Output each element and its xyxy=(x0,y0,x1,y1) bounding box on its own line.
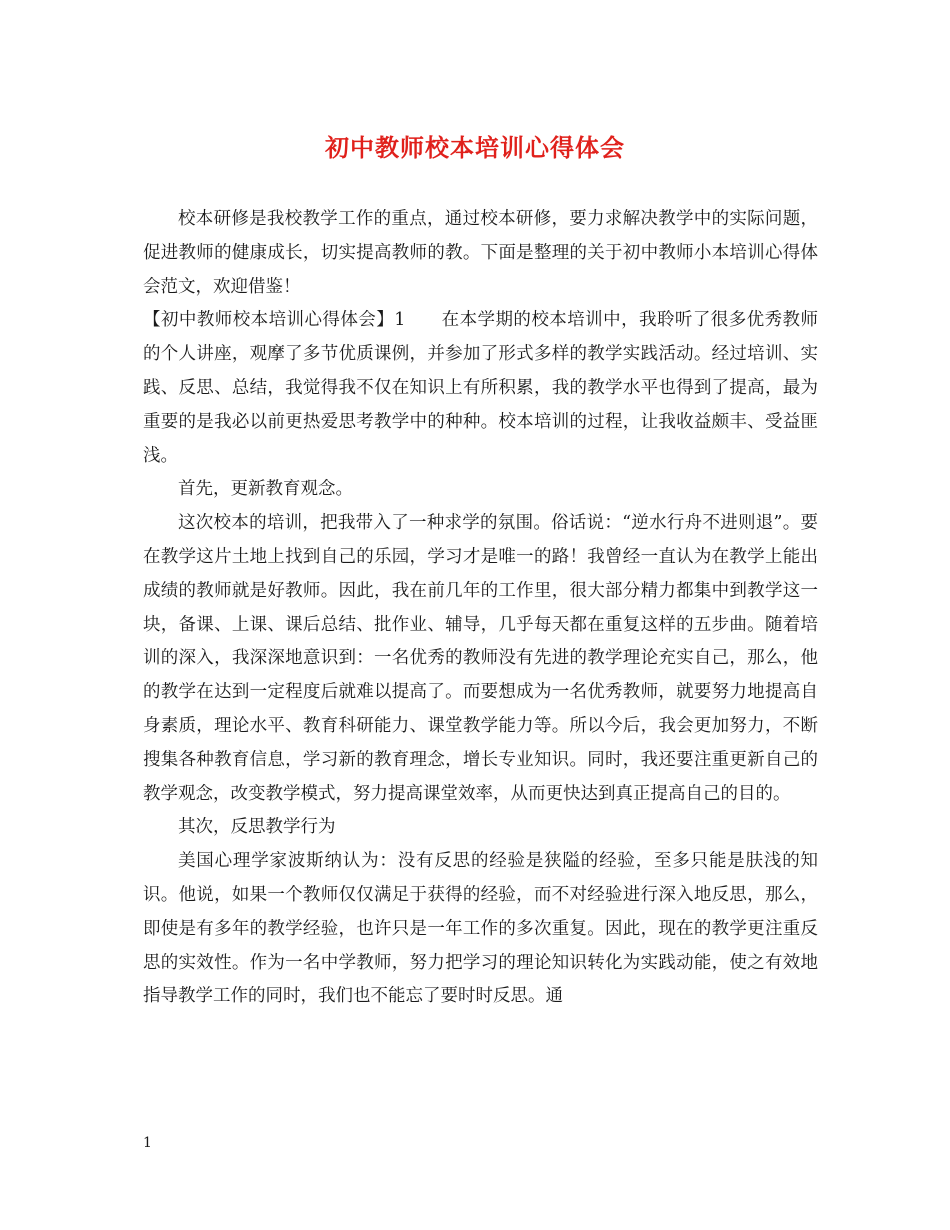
paragraph-intro: 校本研修是我校教学工作的重点，通过校本研修，要力求解决教学中的实际问题，促进教师的健康成长，切实提高教师的教。下面是整理的关于初中教师小本培训心得体会范文，欢迎借鉴！ xyxy=(143,209,818,297)
paragraph-second-point-body: 美国心理学家波斯纳认为：没有反思的经验是狭隘的经验，至多只能是肤浅的知识。他说，如果一个教师仅仅满足于获得的经验，而不对经验进行深入地反思，那么，即使是有多年的教学经验，也许只是一年工作的多次重复。因此，现在的教学更注重反思的实效性。作为一名中学教师，努力把学习的理论知识转化为实践动能，使之有效地指导教学工作的同时，我们也不能忘了要时时反思。通 xyxy=(143,851,818,1007)
paragraph-second-point: 其次，反思教学行为 xyxy=(178,817,336,838)
document-body xyxy=(143,203,818,1014)
paragraph-first-point: 首先，更新教育观念。 xyxy=(178,479,353,500)
page-number: 1 xyxy=(143,1135,152,1151)
paragraph-section-heading: 【初中教师校本培训心得体会】1 在本学期的校本培训中，我聆听了很多优秀教师的个人讲座，观摩了多节优质课例，并参加了形式多样的教学实践活动。经过培训、实践、反思、总结，我觉得我不仅在知识上有所积累，我的教学水平也得到了提高，最为重要的是我必以前更热爱思考教学中的种种。校本培训的过程，让我收益颇丰、受益匪浅。 xyxy=(143,310,818,466)
paragraph-first-point-body: 这次校本的培训，把我带入了一种求学的氛围。俗话说：“逆水行舟不进则退”。要在教学这片土地上找到自己的乐园，学习才是唯一的路！我曾经一直认为在教学上能出成绩的教师就是好教师。因此，我在前几年的工作里，很大部分精力都集中到教学这一块，备课、上课、课后总结、批作业、辅导，几乎每天都在重复这样的五步曲。随着培训的深入，我深深地意识到：一名优秀的教师没有先进的教学理论充实自己，那么，他的教学在达到一定程度后就难以提高了。而要想成为一名优秀教师，就要努力地提高自身素质，理论水平、教育科研能力、课堂教学能力等。所以今后，我会更加努力，不断搜集各种教育信息，学习新的教育理念，增长专业知识。同时，我还要注重更新自己的教学观念，改变教学模式，努力提高课堂效率，从而更快达到真正提高自己的目的。 xyxy=(143,513,818,804)
document-title: 初中教师校本培训心得体会 xyxy=(325,133,625,162)
